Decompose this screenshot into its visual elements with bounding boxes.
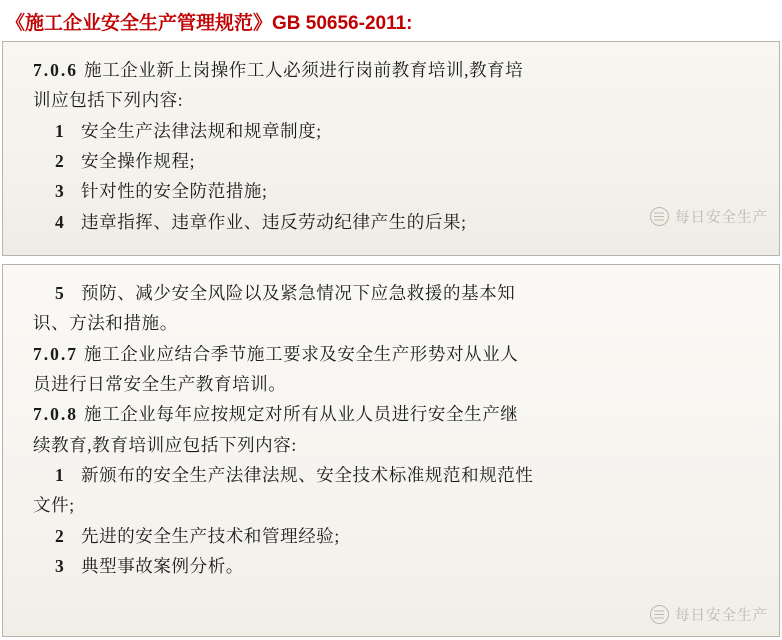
list-item [33, 552, 753, 580]
list-item-label: 违章指挥、违章作业、违反劳动纪律产生的后果; [81, 211, 467, 232]
watermark-label: 每日安全生产 [675, 210, 768, 226]
list-item-label: 安全生产法律法规和规章制度; [81, 120, 322, 141]
scanned-text-block-1 [2, 41, 780, 256]
clause-number: 7.0.6 [33, 60, 78, 80]
clause-paragraph [33, 340, 753, 368]
paragraph-continuation: 训应包括下列内容: [33, 90, 184, 111]
list-item [33, 522, 753, 550]
list-item-number: 2 [55, 525, 65, 546]
list-item [33, 177, 753, 205]
list-item-number: 1 [55, 465, 65, 486]
clause-paragraph [33, 400, 753, 428]
clause-text: 施工企业每年应按规定对所有从业人员进行安全生产继 [84, 404, 519, 425]
list-item-number: 5 [55, 283, 65, 303]
list-item-label: 安全操作规程; [81, 151, 196, 172]
list-item-number: 3 [55, 556, 65, 577]
list-item-number: 4 [55, 211, 65, 232]
list-item-label: 预防、减少安全风险以及紧急情况下应急救援的基本知 [81, 283, 516, 303]
list-item [33, 279, 753, 307]
clause-text: 施工企业应结合季节施工要求及安全生产形势对从业人 [84, 343, 519, 364]
clause-number: 7.0.8 [33, 404, 78, 425]
list-item-number: 3 [55, 181, 65, 202]
paragraph-continuation: 文件; [33, 495, 75, 516]
list-item [33, 147, 753, 175]
paragraph-continuation: 识、方法和措施。 [33, 313, 178, 334]
watermark-label: 每日安全生产 [675, 608, 768, 624]
list-item [33, 461, 753, 489]
list-item-number: 2 [55, 151, 65, 172]
list-item [33, 208, 753, 236]
paragraph-continuation: 员进行日常安全生产教育培训。 [33, 374, 287, 395]
paragraph-continuation: 续教育,教育培训应包括下列内容: [33, 434, 297, 455]
list-item [33, 117, 753, 145]
page-title: 《施工企业安全生产管理规范》GB 50656-2011: [6, 13, 413, 34]
list-item-label: 典型事故案例分析。 [81, 556, 244, 577]
scanned-text-block-2 [2, 264, 780, 637]
list-item-label: 针对性的安全防范措施; [81, 181, 268, 202]
list-item-label: 新颁布的安全生产法律法规、安全技术标准规范和规范性 [81, 465, 534, 486]
clause-paragraph [33, 56, 753, 84]
clause-text: 施工企业新上岗操作工人必须进行岗前教育培训,教育培 [84, 60, 524, 80]
list-item-label: 先进的安全生产技术和管理经验; [81, 525, 340, 546]
clause-number: 7.0.7 [33, 343, 78, 364]
list-item-number: 1 [55, 120, 65, 141]
